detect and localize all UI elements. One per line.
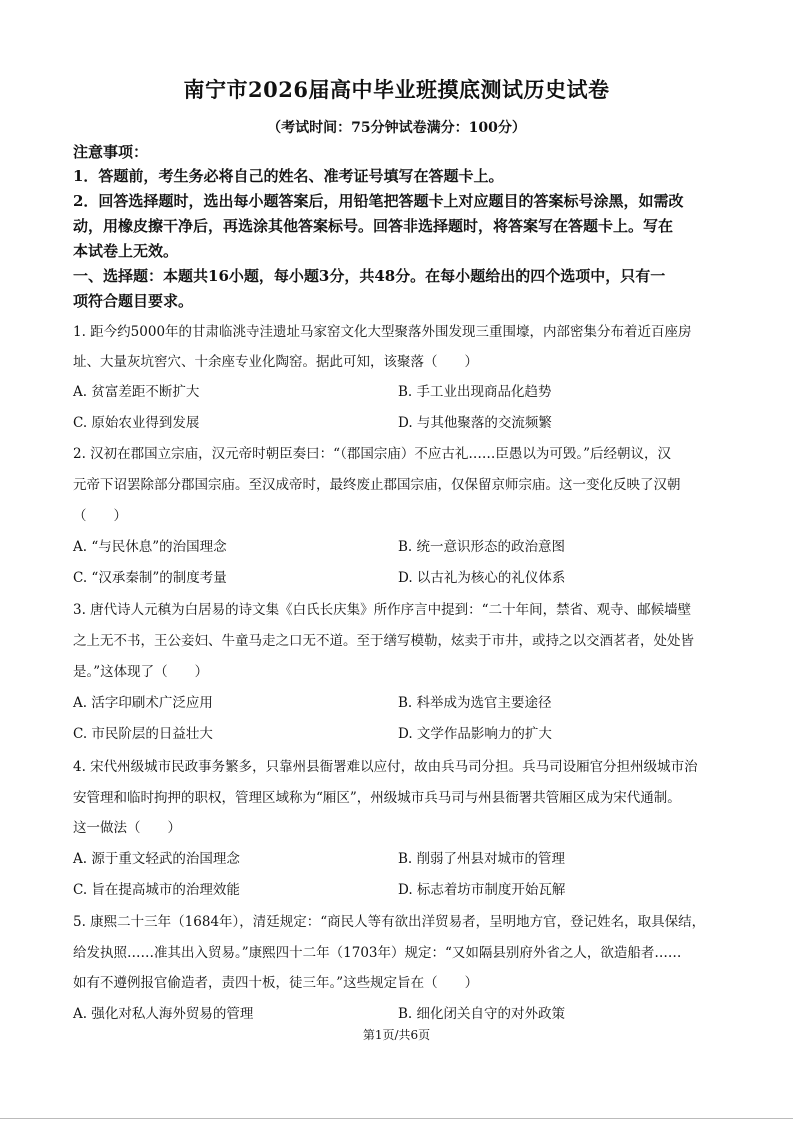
notes-heading: 注意事项： <box>73 143 149 161</box>
section-heading-line-2: 项符合题目要求。 <box>73 292 194 310</box>
question-1-option-a: A. 贫富差距不断扩大 <box>73 384 200 400</box>
question-5-stem-line-2: 给发执照……准其出入贸易。”康熙四十二年（1703年）规定：“又如隔县别府外省之人，欲造船者…… <box>73 945 682 961</box>
section-heading-line-1: 一、选择题：本题共16小题，每小题3分，共48分。在每小题给出的四个选项中，只有一 <box>73 267 666 285</box>
page-number: 第1页/共6页 <box>362 1028 431 1042</box>
question-5-stem-line-1: 5. 康熙二十三年（1684年），清廷规定：“商民人等有欲出洋贸易者，呈明地方官，登记姓名，取具保结， <box>73 914 706 930</box>
question-3-option-c: C. 市民阶层的日益壮大 <box>73 726 213 742</box>
question-1-option-b: B. 手工业出现商品化趋势 <box>398 384 552 400</box>
note-2-line-1: 2．回答选择题时，选出每小题答案后，用铅笔把答题卡上对应题目的答案标号涂黑，如需改 <box>73 192 684 210</box>
question-2-stem-line-2: 元帝下诏罢除部分郡国宗庙。至汉成帝时，最终废止郡国宗庙，仅保留京师宗庙。这一变化反映了汉朝 <box>73 477 681 493</box>
question-2-stem-line-3: （ ） <box>73 508 127 524</box>
question-3-option-a: A. 活字印刷术广泛应用 <box>73 695 213 711</box>
question-4-option-a: A. 源于重文轻武的治国理念 <box>73 851 240 867</box>
question-2-option-d: D. 以古礼为核心的礼仪体系 <box>398 570 566 586</box>
note-1: 1．答题前，考生务必将自己的姓名、准考证号填写在答题卡上。 <box>73 167 504 185</box>
note-2-line-2: 动，用橡皮擦干净后，再选涂其他答案标号。回答非选择题时，将答案写在答题卡上。写在 <box>73 217 674 235</box>
question-2-option-c: C. “汉承秦制”的制度考量 <box>73 570 227 586</box>
question-2-stem-line-1: 2. 汉初在郡国立宗庙，汉元帝时朝臣奏曰：“（郡国宗庙）不应古礼……臣愚以为可毁。”后经朝议，汉 <box>73 446 671 462</box>
question-1-option-d: D. 与其他聚落的交流频繁 <box>398 415 552 431</box>
note-2-line-3: 本试卷上无效。 <box>73 242 179 260</box>
question-3-stem-line-3: 是。”这体现了（ ） <box>73 664 209 680</box>
question-4-stem-line-1: 4. 宋代州级城市民政事务繁多，只靠州县衙署难以应付，故由兵马司分担。兵马司设厢官分担州级城市治 <box>73 759 698 775</box>
question-5-option-a: A. 强化对私人海外贸易的管理 <box>73 1006 254 1022</box>
question-3-option-d: D. 文学作品影响力的扩大 <box>398 726 552 742</box>
question-3-stem-line-1: 3. 唐代诗人元稹为白居易的诗文集《白氏长庆集》所作序言中提到：“二十年间，禁省、观寺、邮候墙壁 <box>73 602 692 618</box>
question-1-stem-line-1: 1. 距今约5000年的甘肃临洮寺洼遗址马家窑文化大型聚落外围发现三重围壕，内部密集分布着近百座房 <box>73 324 692 340</box>
question-5-option-b: B. 细化闭关自守的对外政策 <box>398 1006 566 1022</box>
exam-info: （考试时间：75分钟试卷满分：100分） <box>267 120 526 136</box>
question-4-option-c: C. 旨在提高城市的治理效能 <box>73 882 240 898</box>
question-1-option-c: C. 原始农业得到发展 <box>73 415 200 431</box>
question-2-option-b: B. 统一意识形态的政治意图 <box>398 539 566 555</box>
question-4-option-b: B. 削弱了州县对城市的管理 <box>398 851 566 867</box>
question-3-stem-line-2: 之上无不书，王公妾妇、牛童马走之口无不道。至于缮写模勒，炫卖于市井，或持之以交酒茗者，处处皆 <box>73 633 694 649</box>
question-4-stem-line-2: 安管理和临时拘押的职权，管理区域称为“厢区”，州级城市兵马司与州县衙署共管厢区成为宋代通制。 <box>73 790 681 806</box>
page-title: 南宁市2026届高中毕业班摸底测试历史试卷 <box>183 77 610 102</box>
question-4-stem-line-3: 这一做法（ ） <box>73 820 181 836</box>
question-1-stem-line-2: 址、大量灰坑窖穴、十余座专业化陶窑。据此可知，该聚落（ ） <box>73 354 478 370</box>
page-bottom-divider <box>0 1118 793 1119</box>
question-4-option-d: D. 标志着坊市制度开始瓦解 <box>398 882 566 898</box>
question-5-stem-line-3: 如有不遵例报官偷造者，责四十板，徒三年。”这些规定旨在（ ） <box>73 975 479 991</box>
question-3-option-b: B. 科举成为选官主要途径 <box>398 695 552 711</box>
question-2-option-a: A. “与民休息”的治国理念 <box>73 539 227 555</box>
